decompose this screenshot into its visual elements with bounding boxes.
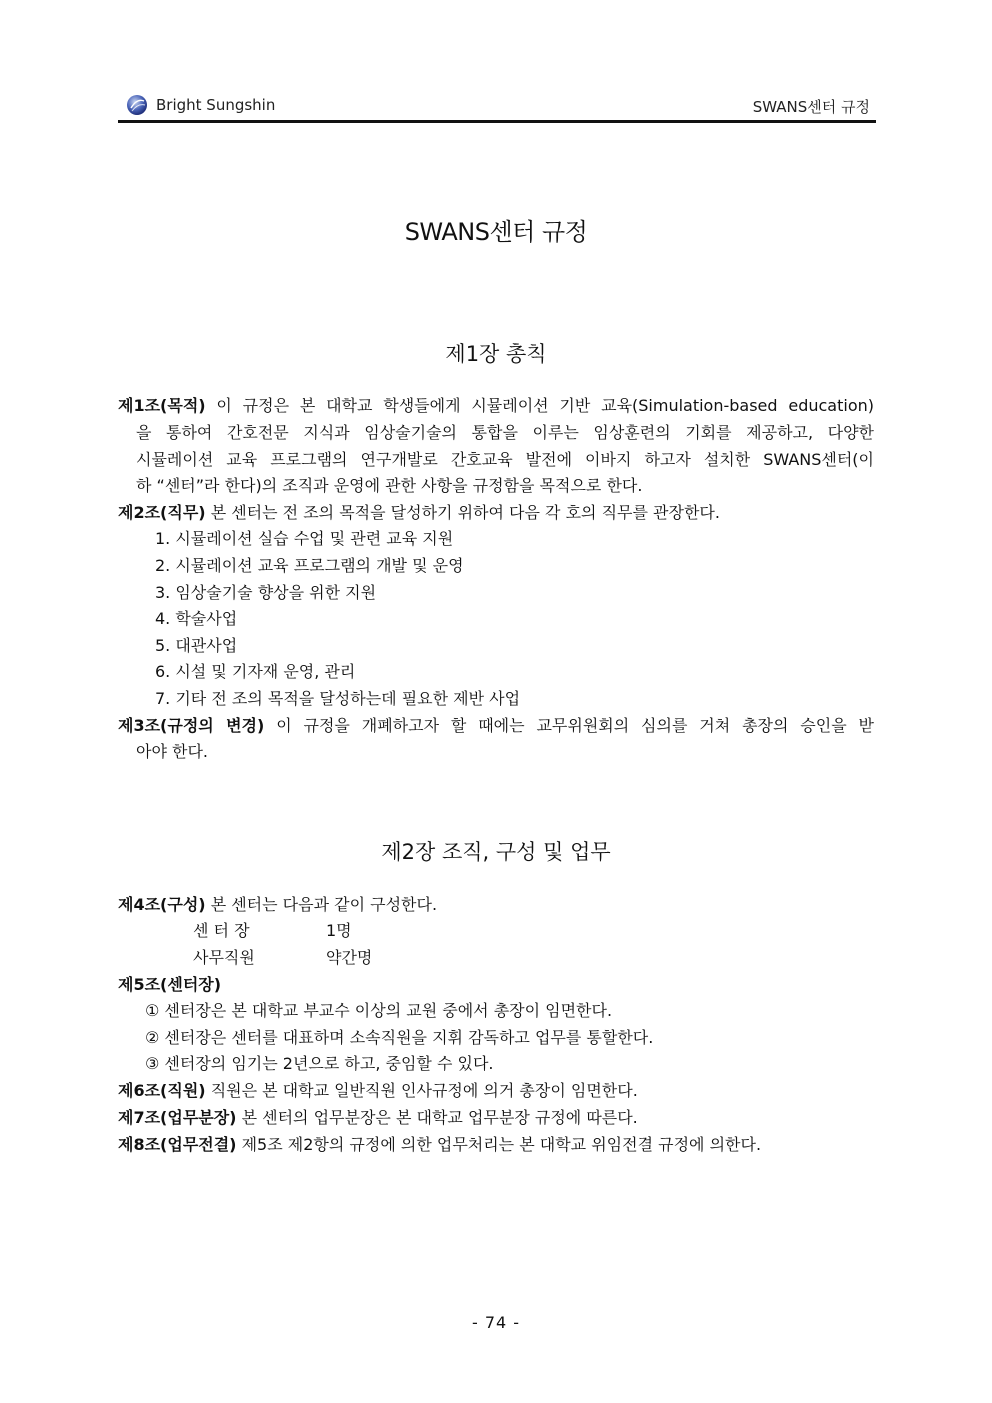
article-5-item: ① 센터장은 본 대학교 부교수 이상의 교원 중에서 총장이 임면한다. — [145, 1001, 613, 1020]
article-4-line: 제4조(구성) 본 센터는 다음과 같이 구성한다. — [118, 895, 438, 914]
page-number: - 74 - — [471, 1313, 521, 1332]
article-6-label: 제6조(직원) — [118, 1081, 206, 1100]
article-2-item: 1. 시뮬레이션 실습 수업 및 관련 교육 지원 — [155, 529, 454, 548]
article-5-label: 제5조(센터장) — [118, 975, 222, 994]
article-1-line-4: 하 “센터”라 한다)의 조직과 운영에 관한 사항을 규정함을 목적으로 한다. — [136, 476, 643, 495]
article-1-line-3: 시뮬레이션 교육 프로그램의 연구개발로 간호교육 발전에 이바지 하고자 설치한 SWANS센터(이 — [136, 450, 874, 469]
page-header — [118, 92, 876, 123]
article-2-item: 3. 임상술기술 향상을 위한 지원 — [155, 583, 377, 602]
brand-name: Bright Sungshin — [156, 96, 276, 114]
article-2-label: 제2조(직무) — [118, 503, 206, 522]
header-title: SWANS센터 규정 — [752, 98, 870, 116]
staff-role: 사무직원 — [193, 948, 255, 967]
article-5-item: ③ 센터장의 임기는 2년으로 하고, 중임할 수 있다. — [145, 1054, 494, 1073]
article-3-label: 제3조(규정의 변경) — [118, 716, 265, 735]
staff-count: 1명 — [326, 921, 352, 940]
article-8-label: 제8조(업무전결) — [118, 1135, 237, 1154]
sungshin-logo-icon — [126, 94, 148, 116]
chapter-1-title: 제1장 총칙 — [445, 342, 547, 366]
article-3-line-1: 제3조(규정의 변경) 이 규정을 개폐하고자 할 때에는 교무위원회의 심의를 거쳐 총장의 승인을 받 — [118, 716, 874, 735]
chapter-2-title: 제2장 조직, 구성 및 업무 — [381, 840, 611, 864]
article-2-item: 5. 대관사업 — [155, 636, 238, 655]
article-2-item: 6. 시설 및 기자재 운영, 관리 — [155, 662, 356, 681]
article-7-label: 제7조(업무분장) — [118, 1108, 237, 1127]
article-7-line: 제7조(업무분장) 본 센터의 업무분장은 본 대학교 업무분장 규정에 따른다. — [118, 1108, 638, 1127]
article-4-label: 제4조(구성) — [118, 895, 206, 914]
article-3-line-2: 아야 한다. — [136, 742, 208, 761]
article-2-line: 제2조(직무) 본 센터는 전 조의 목적을 달성하기 위하여 다음 각 호의 직무를 관장한다. — [118, 503, 720, 522]
article-2-item: 7. 기타 전 조의 목적을 달성하는데 필요한 제반 사업 — [155, 689, 521, 708]
article-6-line: 제6조(직원) 직원은 본 대학교 일반직원 인사규정에 의거 총장이 임면한다. — [118, 1081, 638, 1100]
article-1-label: 제1조(목적) — [118, 396, 206, 415]
article-2-item: 4. 학술사업 — [155, 609, 238, 628]
article-1-line-2: 을 통하여 간호전문 지식과 임상술기술의 통합을 이루는 임상훈련의 기회를 제공하고, 다양한 — [136, 423, 874, 442]
article-8-line: 제8조(업무전결) 제5조 제2항의 규정에 의한 업무처리는 본 대학교 위임전결 규정에 의한다. — [118, 1135, 762, 1154]
staff-role: 센 터 장 — [193, 921, 250, 940]
staff-count: 약간명 — [326, 948, 373, 967]
article-2-item: 2. 시뮬레이션 교육 프로그램의 개발 및 운영 — [155, 556, 464, 575]
article-5-item: ② 센터장은 센터를 대표하며 소속직원을 지휘 감독하고 업무를 통할한다. — [145, 1028, 654, 1047]
document-title: SWANS센터 규정 — [404, 218, 588, 246]
article-1-line-1: 제1조(목적) 이 규정은 본 대학교 학생들에게 시뮬레이션 기반 교육(Simulation-based education) — [118, 396, 874, 415]
